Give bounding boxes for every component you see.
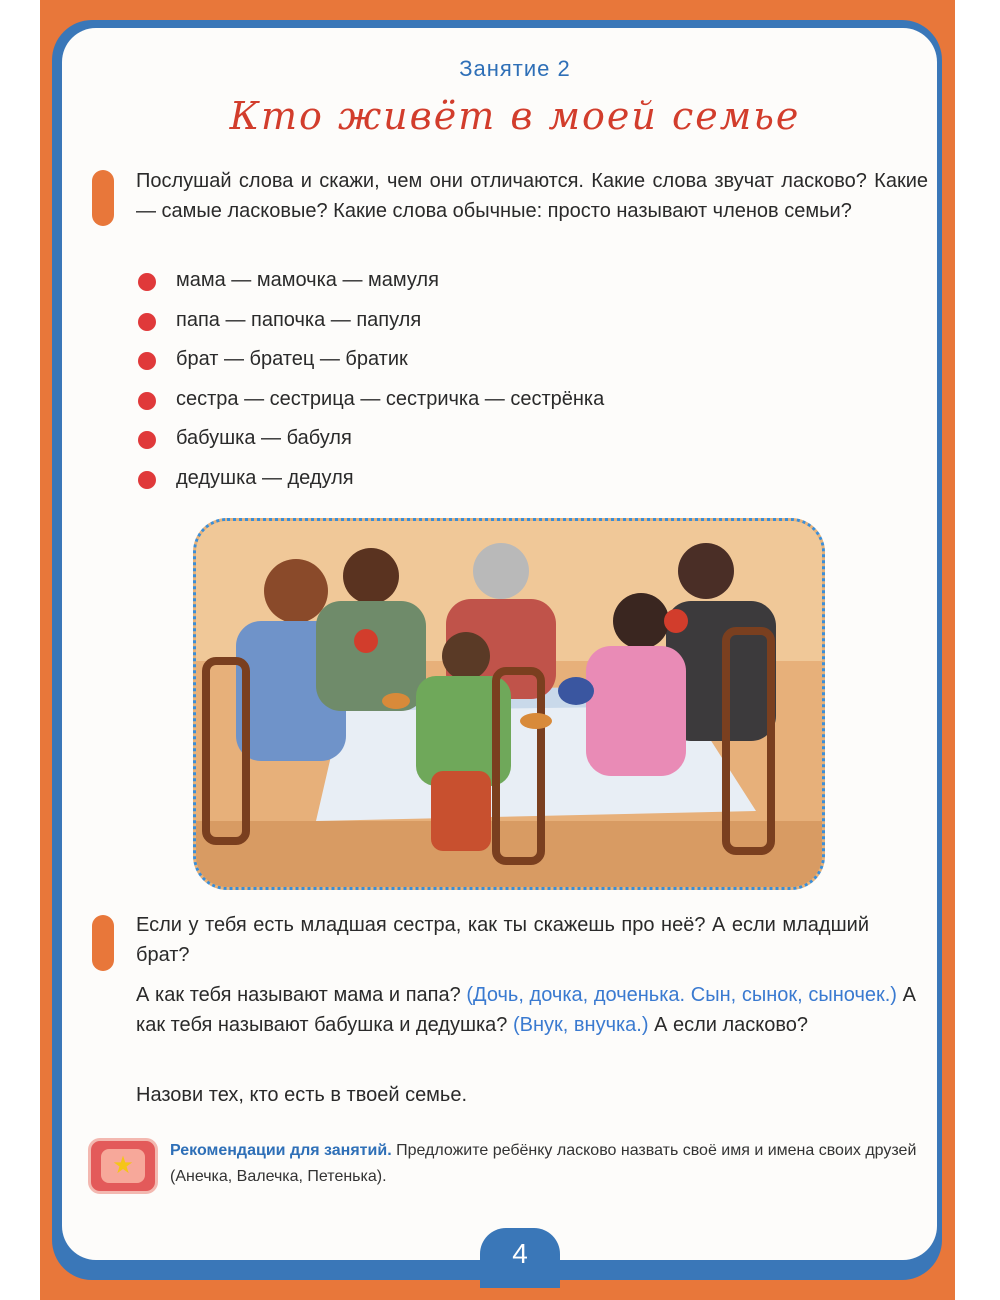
bullet-dot-icon <box>138 313 156 331</box>
list-item: бабушка — бабуля <box>138 423 838 463</box>
bullet-dot-icon <box>138 352 156 370</box>
answer-hint: (Дочь, дочка, доченька. Сын, сынок, сыночек.) <box>466 984 897 1006</box>
section-marker <box>92 170 114 226</box>
question-1: Если у тебя есть младшая сестра, как ты скажешь про неё? А если младший брат? <box>136 914 869 966</box>
bullet-dot-icon <box>138 431 156 449</box>
intro-text: Послушай слова и скажи, чем они отличаются. Какие слова звучат ласково? Какие — самые ласковые? Какие слова обычные: просто называют членов семьи? <box>136 170 928 222</box>
lesson-title: Кто живёт в моей семье <box>229 94 801 138</box>
recommendation-note: Рекомендации для занятий. Предложите ребёнку ласково назвать своё имя и имена своих друзей (Анечка, Валечка, Петенька). <box>170 1142 917 1185</box>
lesson-number: Занятие 2 <box>459 56 571 81</box>
bullet-dot-icon <box>138 471 156 489</box>
answer-hint: (Внук, внучка.) <box>512 1014 649 1036</box>
question-3: Назови тех, кто есть в твоей семье. <box>136 1084 468 1106</box>
question-2: А как тебя называют мама и папа? (Дочь, дочка, доченька. Сын, сынок, сыночек.) А как тебя называют бабушка и дедушка? (Внук, внучка.) А если ласково? <box>136 984 916 1036</box>
list-item: дедушка — дедуля <box>138 463 838 503</box>
star-icon: ★ <box>101 1149 145 1183</box>
family-illustration <box>193 518 825 890</box>
list-item: брат — братец — братик <box>138 344 838 384</box>
bullet-dot-icon <box>138 392 156 410</box>
list-item: сестра — сестрица — сестричка — сестрёнка <box>138 384 838 424</box>
list-item: мама — мамочка — мамуля <box>138 265 838 305</box>
recommendation-label: Рекомендации для занятий. <box>170 1142 392 1159</box>
section-marker <box>92 915 114 971</box>
bullet-dot-icon <box>138 273 156 291</box>
recommendation-badge <box>88 1138 158 1194</box>
list-item: папа — папочка — папуля <box>138 305 838 345</box>
page-number: 4 <box>512 1238 528 1269</box>
word-list <box>138 265 838 503</box>
